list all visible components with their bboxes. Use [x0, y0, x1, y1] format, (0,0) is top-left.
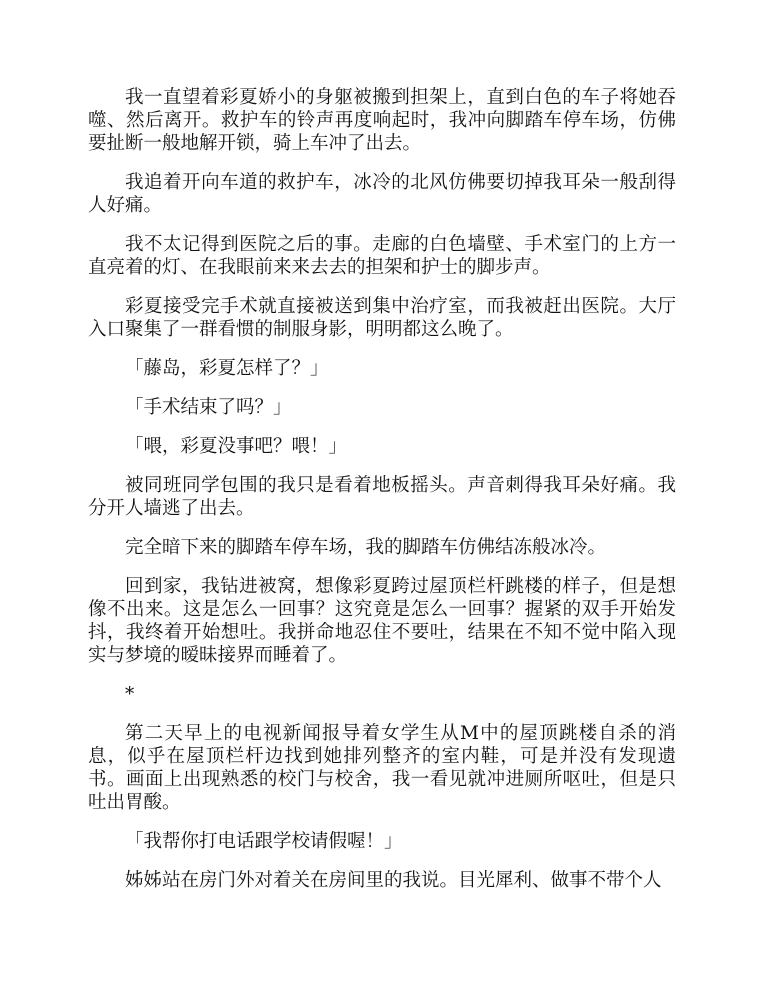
- paragraph-5: 被同班同学包围的我只是看着地板摇头。声音刺得我耳朵好痛。我分开人墙逃了出去。: [88, 475, 676, 519]
- dialogue-line-3: 「喂，彩夏没事吧？喂！」: [125, 436, 348, 457]
- paragraph-3: 我不太记得到医院之后的事。走廊的白色墙壁、手术室门的上方一直亮着的灯、在我眼前来来去去的担架和护士的脚步声。: [88, 234, 676, 278]
- dialogue-line-2: 「手术结束了吗？」: [125, 397, 292, 418]
- paragraph-6: 完全暗下来的脚踏车停车场，我的脚踏车仿佛结冻般冰冷。: [125, 537, 607, 558]
- paragraph-2: 我追着开向车道的救护车，冰冷的北风仿佛要切掉我耳朵一般刮得人好痛。: [88, 172, 676, 216]
- paragraph-4: 彩夏接受完手术就直接被送到集中治疗室，而我被赶出医院。大厅入口聚集了一群看惯的制服身影，明明都这么晚了。: [88, 296, 676, 340]
- dialogue-line-1: 「藤岛，彩夏怎样了？」: [125, 358, 329, 379]
- document-page: [88, 86, 676, 908]
- paragraph-9: 姊姊站在房门外对着关在房间里的我说。目光犀利、做事不带个人: [125, 870, 662, 891]
- dialogue-line-4: 「我帮你打电话跟学校请假喔！」: [125, 831, 403, 852]
- section-break: *: [125, 684, 135, 705]
- paragraph-8: 第二天早上的电视新闻报导着女学生从M中的屋顶跳楼自杀的消息，似乎在屋顶栏杆边找到她排列整齐的室内鞋，可是并没有发现遗书。画面上出现熟悉的校门与校舍，我一看见就冲进厕所呕吐，但是只吐出胃酸。: [88, 723, 676, 813]
- paragraph-1: 我一直望着彩夏娇小的身躯被搬到担架上，直到白色的车子将她吞噬、然后离开。救护车的铃声再度响起时，我冲向脚踏车停车场，仿佛要扯断一般地解开锁，骑上车冲了出去。: [88, 87, 676, 154]
- paragraph-7: 回到家，我钻进被窝，想像彩夏跨过屋顶栏杆跳楼的样子，但是想像不出来。这是怎么一回事？这究竟是怎么一回事？握紧的双手开始发抖，我终着开始想吐。我拼命地忍住不要吐，结果在不知不觉中陷入现实与梦境的暧昧接界而睡着了。: [88, 576, 676, 666]
